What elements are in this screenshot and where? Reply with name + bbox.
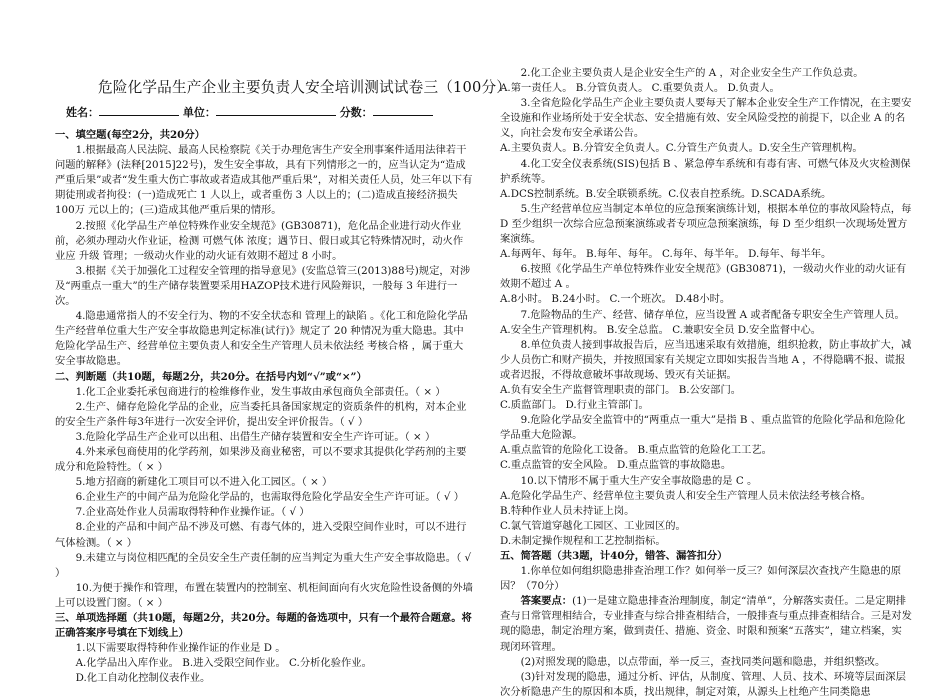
- judge-7: 7.企业高处作业人员需取得特种作业操作证。（ √ ）: [75, 506, 310, 519]
- choice-9-options-ab: A.重点监管的危险化工设备。 B.重点监管的危险化工工艺。: [500, 444, 772, 457]
- judge-8: 8.企业的产品和中间产品不涉及可燃、有毒气体的，进入受限空间作业时，可以不进行气体检测。（ × ）: [55, 521, 467, 549]
- right-column: [500, 66, 912, 700]
- choice-6: 6.按照《化学品生产单位特殊作业安全规范》(GB30871)，一级动火作业的动火证有效期不超过 A 。: [500, 263, 907, 291]
- choice-4-options: A.DCS控制系统。B.安全联锁系统。C.仪表自控系统。D.SCADA系统。: [500, 187, 832, 200]
- choice-1-option-d: D.化工自动化控制仪表作业。: [75, 672, 211, 685]
- choice-2-options: A.第一责任人。 B.分管负责人。 C.重要负责人。 D.负责人。: [500, 82, 780, 95]
- choice-6-options: A.8小时。 B.24小时。 C.一个班次。 D.48小时。: [500, 293, 731, 306]
- choice-10-option-a: A.危险化学品生产、经营单位主要负责人和安全生产管理人员未依法经考核合格。: [500, 489, 872, 502]
- score-field[interactable]: [373, 104, 433, 116]
- choice-4: 4.化工安全仪表系统(SIS)包括 B 、紧急停车系统和有毒有害、可燃气体及火灾检测保护系统等。: [500, 157, 911, 185]
- answer-label: 答案要点：: [520, 595, 573, 608]
- choice-5-options: A.每两年、每年。 B.每年、每年。 C.每年、每半年。 D.每年、每半年。: [500, 248, 832, 261]
- section-judgement: 二、判断题（共10题，每题2分，共20分。在括号内划“√”或“×”）: [55, 370, 367, 383]
- fill-question-3: 3.根据《关于加强化工过程安全管理的指导意见》(安监总管三(2013)88号)规定，对涉及“两重点一重大”的生产储存装置要采用HAZOP技术进行风险辩识，一般每 3 年进行一次。: [55, 264, 471, 308]
- left-column: [55, 128, 473, 686]
- fill-question-4: 4.隐患通常指人的不安全行为、物的不安全状态和 管理上的缺陷 。《化工和危险化学品生产经营单位重大生产安全事故隐患判定标准(试行)》规定了 20 种情况为重大隐患。其中危险化学品生产、经营单位主要负责人和安全生产管理人员未依法经 考核合格 ，属于重大安全事故隐患。: [55, 310, 468, 368]
- choice-7: 7.危险物品的生产、经营、储存单位，应当设置 A 或者配备专职安全生产管理人员。: [520, 308, 905, 321]
- choice-2: 2.化工企业主要负责人是企业安全生产的 A ，对企业安全生产工作负总责。: [520, 67, 864, 79]
- answer-1: [500, 594, 912, 654]
- answer-2: (2)对照发现的隐患，以点带面，举一反三，查找同类问题和隐患，并组织整改。: [520, 655, 886, 668]
- section-single-choice: 三、单项选择题（共10题，每题2分，共20分。每题的备选项中，只有一个最符合题意。将正确答案序号填在下划线上）: [55, 612, 472, 640]
- page-title: 危险化学品生产企业主要负责人安全培训测试试卷三（100分）: [98, 79, 512, 96]
- section-fill-in: 一、填空题(每空2分，共20分）: [55, 129, 205, 141]
- judge-10: 10.为便于操作和管理，布置在装置内的控制室、机柜间面向有火灾危险性设备侧的外墙上可以设置门窗。（ × ）: [55, 581, 473, 609]
- short-question-1: 1.你单位如何组织隐患排查治理工作？如何举一反三？如何深层次查找产生隐患的原因？（70分）: [500, 565, 902, 593]
- choice-8: 8.单位负责人接到事故报告后，应当迅速采取有效措施，组织抢救，防止事故扩大，减少人员伤亡和财产损失，并按照国家有关规定立即如实报告当地 A ，不得隐瞒不报、谎报或者迟报，不得故意破坏事故现场、毁灭有关证据。: [500, 338, 912, 381]
- choice-7-options: A.安全生产管理机构。 B.安全总监。 C.兼职安全员 D.安全监督中心。: [500, 323, 822, 336]
- answer-1-text: (1)一是建立隐患排查治理制度，制定“清单”，分解落实责任。二是定期排查与日常管理相结合，专业排查与综合排查相结合，一般排查与重点排查相结合。三是对发现的隐患，制定治理方案，做到责任、措施、资金、时限和预案“五落实”，建立档案，实现闭环管理。: [500, 595, 912, 653]
- judge-4: 4.外来承包商使用的化学药剂，如果涉及商业秘密，可以不要求其提供化学药剂的主要成分和危险特性。（ × ）: [55, 445, 467, 474]
- choice-10-option-c: C.氯气管道穿越化工园区、工业园区的。: [500, 519, 686, 532]
- fill-question-2: 2.按照《化学品生产单位特殊作业安全规范》(GB30871)，危化品企业进行动火作业前，必须办理动火作业证，检测 可燃气体 浓度；遇节日、假日或其它特殊情况时，动火作业应 升级 管理；一级动火作业的动火证有效期不超过 8 小时。: [55, 219, 464, 262]
- choice-3-options: A.主要负责人。B.分管安全负责人。C.分管生产负责人。D.安全生产管理机构。: [500, 142, 863, 155]
- judge-3: 3.危险化学品生产企业可以出租、出借生产储存装置和安全生产许可证。（ × ）: [75, 430, 436, 443]
- choice-10-option-b: B.特种作业人员未持证上岗。: [500, 504, 635, 517]
- choice-10-option-d: D.未制定操作规程和工艺控制指标。: [500, 534, 666, 547]
- choice-1-options: A.化学品出入库作业。 B.进入受限空间作业。 C.分析化验作业。: [75, 657, 372, 670]
- choice-1: 1.以下需要取得特种作业操作证的作业是 D 。: [75, 642, 286, 655]
- name-field[interactable]: [99, 104, 179, 116]
- answer-3: (3)针对发现的隐患，通过分析、评估，从制度、管理、人员、技术、环境等层面深层次分析隐患产生的原因和本质，找出规律，制定对策，从源头上杜绝产生同类隐患: [500, 670, 906, 698]
- unit-field[interactable]: [216, 104, 336, 116]
- choice-3: 3.全省危险化学品生产企业主要负责人要每天了解本企业安全生产工作情况，在主要安全设施和作业场所处于安全状态、安全措施有效、安全风险受控的前提下，以企业 A 的名义，向社会发布安全承诺公告。: [500, 97, 912, 140]
- choice-5: 5.生产经营单位应当制定本单位的应急预案演练计划，根据本单位的事故风险特点，每 D 至少组织一次综合应急预案演练或者专项应急预案演练，每 D 至少组织一次现场处置方案演练。: [500, 202, 912, 246]
- choice-9-options-cd: C.重点监管的安全风险。 D.重点监管的事故隐患。: [500, 459, 732, 472]
- judge-1: 1.化工企业委托承包商进行的检维修作业，发生事故由承包商负全部责任。（ × ）: [75, 385, 446, 398]
- unit-label: 单位：: [182, 106, 216, 119]
- choice-8-options-ab: A.负有安全生产监督管理职责的部门。 B.公安部门。: [500, 383, 742, 396]
- judge-5: 5.地方招商的新建化工项目可以不进入化工园区。（ × ）: [75, 476, 333, 489]
- judge-6: 6.企业生产的中间产品为危险化学品的，也需取得危险化学品安全生产许可证。（ √ ）: [75, 491, 465, 504]
- choice-10: 10.以下情形不属于重大生产安全事故隐患的是 C 。: [520, 474, 758, 487]
- name-label: 姓名：: [66, 106, 99, 119]
- choice-9: 9.危险化学品安全监管中的“两重点一重大”是指 B 、重点监管的危险化学品和危险化学品重大危险源。: [500, 414, 906, 442]
- header-fields: [66, 104, 433, 120]
- judge-9: 9.未建立与岗位相匹配的全员安全生产责任制的应当判定为重大生产安全事故隐患。（ √ ）: [55, 551, 472, 579]
- fill-question-1: 1.根据最高人民法院、最高人民检察院《关于办理危害生产安全刑事案件适用法律若干问题的解释》(法释[2015]22号)，发生安全事故，具有下列情形之一的，应当认定为“造成严重后果”或者“发生重大伤亡事故或者造成其他严重后果”，对相关责任人员，处三年以下有期徒刑或者拘役：(一)造成死亡 1 人以上，或者重伤 3 人以上的；(二)造成直接经济损失 100万 元以上的；(三)造成其他严重后果的情形。: [55, 144, 473, 217]
- choice-8-options-cd: C.质监部门。 D.行业主管部门。: [500, 399, 649, 412]
- section-short-answer: 五、简答题（共3题，计40分，错答、漏答扣分）: [500, 550, 728, 562]
- score-label: 分数：: [339, 106, 373, 119]
- judge-2: 2.生产、储存危险化学品的企业，应当委托具备国家规定的资质条件的机构，对本企业的安全生产条件每3年进行一次安全评价，提出安全评价报告。（ √ ）: [55, 400, 467, 428]
